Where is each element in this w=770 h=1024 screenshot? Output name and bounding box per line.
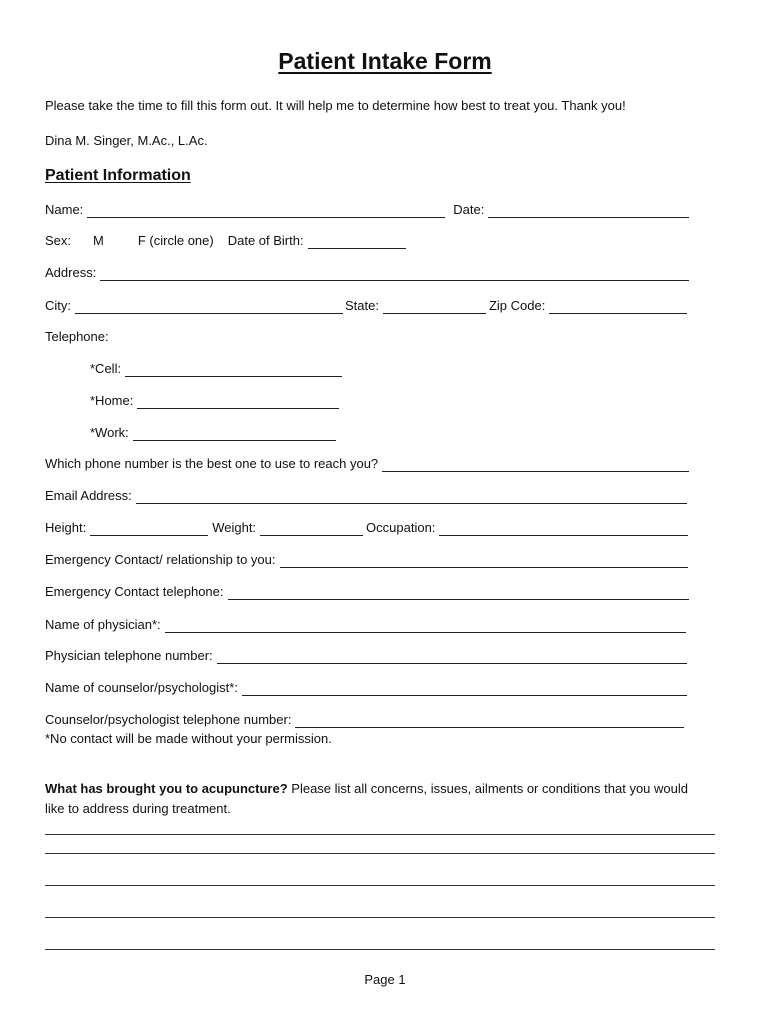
address-field[interactable] — [100, 267, 689, 281]
state-label: State: — [345, 298, 379, 313]
concerns-writing-line[interactable] — [45, 885, 715, 886]
emergency-phone-row — [45, 584, 689, 600]
best-phone-row — [45, 456, 689, 472]
home-row — [90, 393, 339, 409]
height-label: Height: — [45, 520, 87, 535]
concerns-question-bold: What has brought you to acupuncture? — [45, 781, 288, 796]
zip-code-label: Zip Code: — [488, 298, 546, 313]
emergency-phone-label: Emergency Contact telephone: — [45, 584, 224, 599]
height-weight-occupation-row — [45, 520, 688, 536]
sex-dob-row — [45, 233, 406, 249]
page-title-text: Patient Intake Form — [278, 48, 492, 74]
address-row — [45, 265, 689, 281]
page-number: Page 1 — [364, 972, 406, 987]
physician-phone-field[interactable] — [217, 650, 687, 664]
name-field[interactable] — [87, 204, 445, 218]
city-field[interactable] — [75, 300, 343, 314]
emergency-contact-row — [45, 552, 688, 568]
city-label: City: — [45, 298, 71, 313]
physician-row — [45, 617, 686, 633]
email-label: Email Address: — [45, 488, 132, 503]
concerns-question-rest: Please list all concerns, issues, ailments or conditions that you would — [287, 781, 688, 796]
address-label: Address: — [45, 265, 97, 280]
cell-row — [90, 361, 342, 377]
emergency-contact-label: Emergency Contact/ relationship to you: — [45, 552, 276, 567]
physician-phone-label: Physician telephone number: — [45, 648, 213, 663]
counselor-label: Name of counselor/psychologist*: — [45, 680, 238, 695]
cell-label: *Cell: — [90, 361, 122, 376]
weight-field[interactable] — [260, 522, 363, 536]
sex-label: Sex: — [45, 233, 72, 248]
cell-field[interactable] — [125, 363, 342, 377]
city-state-zip-row — [45, 298, 687, 314]
emergency-phone-field[interactable] — [228, 586, 690, 600]
home-field[interactable] — [137, 395, 339, 409]
concerns-writing-line[interactable] — [45, 917, 715, 918]
name-label: Name: — [45, 202, 84, 217]
occupation-label: Occupation: — [366, 520, 436, 535]
dob-label: Date of Birth: — [227, 233, 304, 248]
concerns-writing-line[interactable] — [45, 853, 715, 854]
occupation-field[interactable] — [439, 522, 688, 536]
concerns-writing-line[interactable] — [45, 949, 715, 950]
state-field[interactable] — [383, 300, 486, 314]
weight-label: Weight: — [212, 520, 257, 535]
dob-field[interactable] — [308, 235, 406, 249]
telephone-label: Telephone: — [45, 329, 109, 344]
concerns-writing-line[interactable] — [45, 834, 715, 835]
sex-option-m[interactable]: M — [93, 233, 104, 248]
work-field[interactable] — [133, 427, 336, 441]
patient-information-heading: Patient Information — [45, 167, 191, 184]
date-label: Date: — [453, 202, 485, 217]
concerns-question-line-2: like to address during treatment. — [45, 801, 231, 816]
physician-phone-row — [45, 648, 687, 664]
emergency-contact-field[interactable] — [280, 554, 688, 568]
concerns-question — [45, 781, 688, 797]
name-date-row — [45, 202, 689, 218]
practitioner-name: Dina M. Singer, M.Ac., L.Ac. — [45, 133, 208, 148]
zip-code-field[interactable] — [549, 300, 687, 314]
counselor-phone-field[interactable] — [295, 714, 684, 728]
counselor-phone-row — [45, 712, 684, 728]
email-field[interactable] — [136, 490, 687, 504]
physician-label: Name of physician*: — [45, 617, 161, 632]
permission-note: *No contact will be made without your permission. — [45, 731, 332, 746]
counselor-phone-label: Counselor/psychologist telephone number: — [45, 712, 292, 727]
counselor-row — [45, 680, 687, 696]
counselor-field[interactable] — [242, 682, 687, 696]
home-label: *Home: — [90, 393, 134, 408]
best-phone-label: Which phone number is the best one to use to reach you? — [45, 456, 379, 471]
best-phone-field[interactable] — [382, 458, 689, 472]
work-label: *Work: — [90, 425, 129, 440]
height-field[interactable] — [90, 522, 208, 536]
email-row — [45, 488, 687, 504]
work-row — [90, 425, 336, 441]
sex-option-f[interactable]: F (circle one) — [137, 233, 214, 248]
physician-field[interactable] — [165, 619, 686, 633]
intro-text: Please take the time to fill this form out. It will help me to determine how best to treat you. Thank you! — [45, 98, 626, 113]
date-field[interactable] — [488, 204, 689, 218]
page-title — [0, 48, 770, 75]
